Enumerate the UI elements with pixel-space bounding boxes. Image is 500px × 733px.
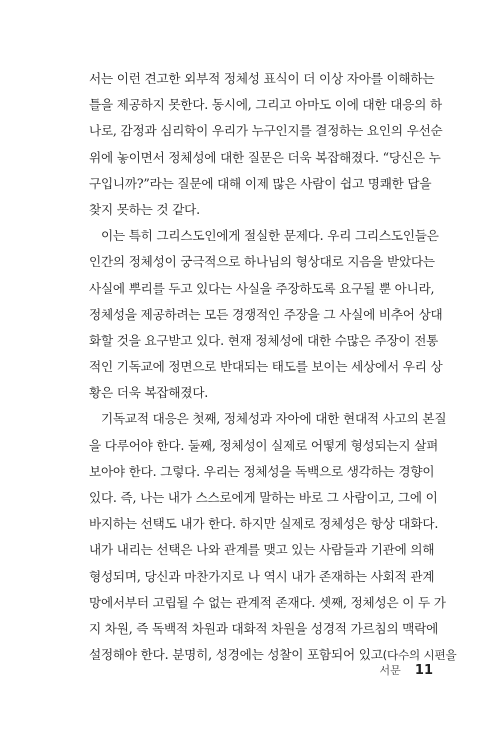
text-line: 구입니까?”라는 질문에 대해 이제 많은 사람이 쉽고 명쾌한 답을 (89, 175, 432, 191)
text-line: 있다. 즉, 나는 내가 스스로에게 말하는 바로 그 사람이고, 그에 이 (89, 490, 438, 505)
text-line: 황은 더욱 복잡해졌다. (89, 385, 209, 401)
section-label: 서문 (379, 664, 401, 677)
paragraph-start-line: 기독교적 대응은 첫째, 정체성과 자아에 대한 현대적 사고의 본질 (101, 411, 447, 427)
text-line: 찾지 못하는 것 같다. (89, 201, 200, 217)
text-line: 망에서부터 고립될 수 없는 관계적 존재다. 셋째, 정체성은 이 두 가 (89, 594, 446, 610)
text-line: 인간의 정체성이 궁극적으로 하나님의 형상대로 지음을 받았다는 (89, 254, 435, 270)
text-line: 나로, 감정과 심리학이 우리가 누구인지를 결정하는 요인의 우선순 (89, 123, 443, 139)
text-line: 지 차원, 즉 독백적 차원과 대화적 차원을 성경적 가르침의 맥락에 (89, 620, 439, 636)
text-line-main: 설정해야 한다. 분명히, 성경에는 성찰이 포함되어 있고 (89, 647, 383, 663)
text-line: 내가 내리는 선택은 나와 관계를 맺고 있는 사람들과 기관에 의해 (89, 542, 435, 558)
text-line: 화할 것을 요구받고 있다. 현재 정체성에 대한 수많은 주장이 전통 (89, 332, 439, 348)
text-line: 서는 이런 견고한 외부적 정체성 표식이 더 이상 자아를 이해하는 (89, 71, 435, 86)
text-line: 을 다루어야 한다. 둘째, 정체성이 실제로 어떻게 형성되는지 살펴 (89, 437, 439, 453)
text-line: 정체성을 제공하려는 모든 경쟁적인 주장을 그 사실에 비추어 상대 (89, 306, 443, 322)
paragraph-start-line: 이는 특히 그리스도인에게 절실한 문제다. 우리 그리스도인들은 (101, 228, 439, 244)
text-line: 위에 놓이면서 정체성에 대한 질문은 더욱 복잡해졌다. “당신은 누 (89, 149, 441, 165)
text-line: 적인 기독교에 정면으로 반대되는 태도를 보이는 세상에서 우리 상 (89, 359, 443, 375)
body-text (89, 66, 457, 668)
text-line: 형성되며, 당신과 마찬가지로 나 역시 내가 존재하는 사회적 관계 (89, 568, 435, 584)
text-line: 바지하는 선택도 내가 한다. 하지만 실제로 정체성은 항상 대화다. (89, 516, 439, 532)
page-number: 11 (414, 663, 433, 678)
text-line: 틀을 제공하지 못한다. 동시에, 그리고 아마도 이에 대한 대응의 하 (89, 97, 442, 113)
text-line: 사실에 뿌리를 두고 있다는 사실을 주장하도록 요구될 뿐 아니라, (89, 280, 435, 296)
text-line: 보아야 한다. 그렇다. 우리는 정체성을 독백으로 생각하는 경향이 (89, 463, 435, 479)
page-footer (380, 659, 433, 678)
text-line-tail: (다수의 시편을 (382, 648, 457, 663)
